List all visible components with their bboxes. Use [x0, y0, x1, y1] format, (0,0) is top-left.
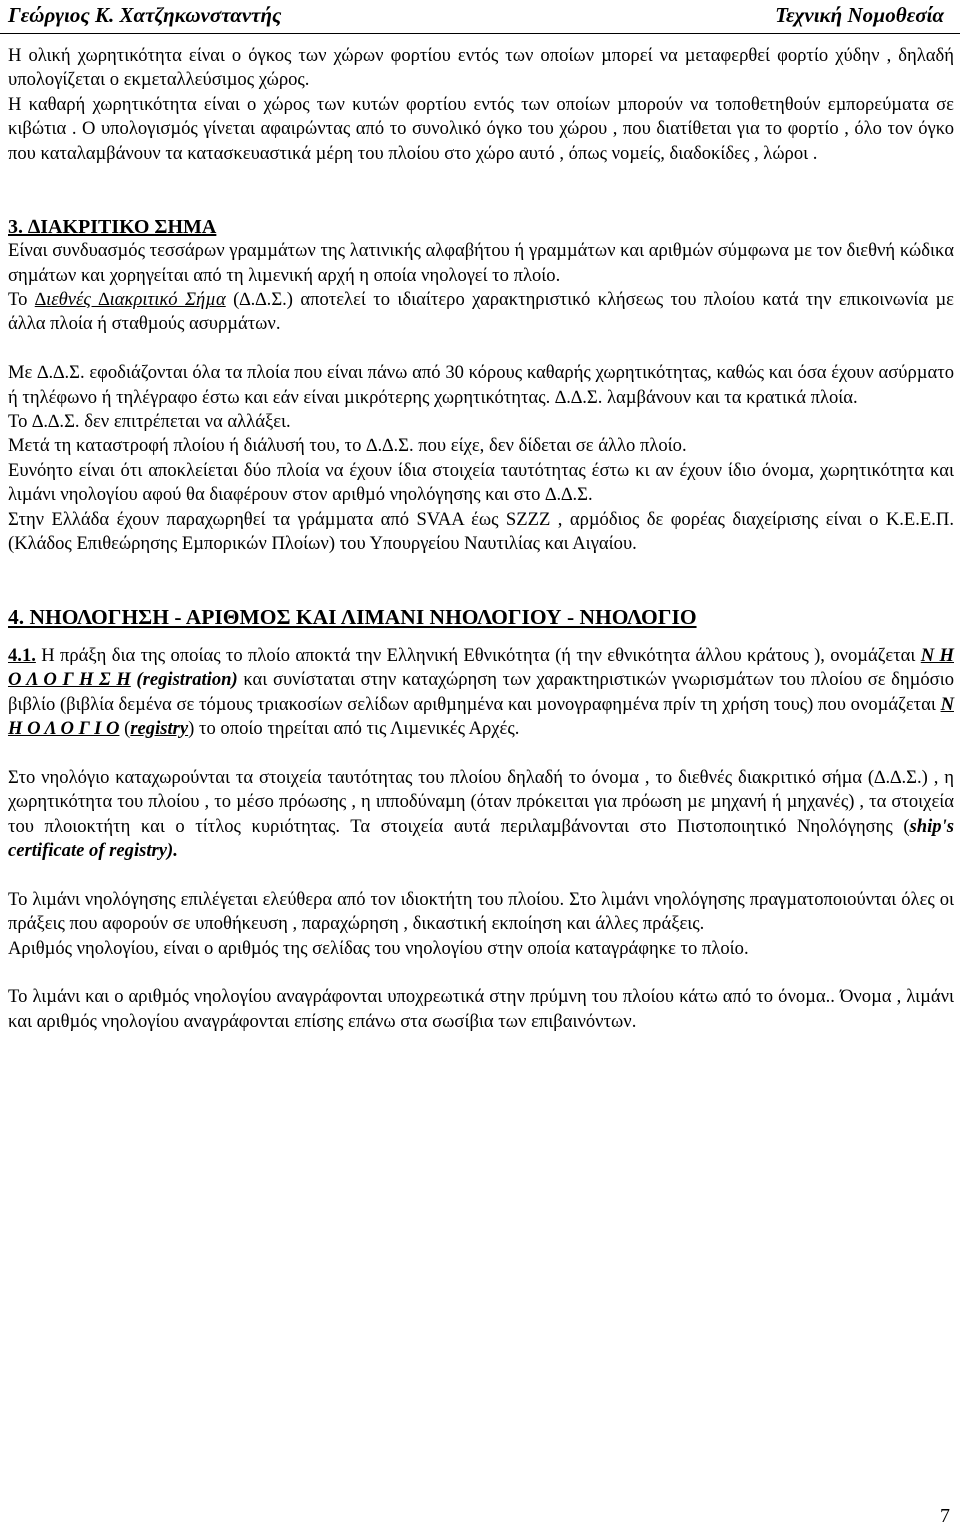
paragraph-call-sign-definition: Είναι συνδυασµός τεσσάρων γραµµάτων της λατινικής αλφαβήτου ή γραµµάτων και αριθµών σύµφωνα µε τον διεθνή κώδικα σηµάτων και χορηγείται από τη λιµενική αρχή η οποία νηολογεί το πλοίο.	[8, 240, 954, 286]
paragraph-international-call-sign: Το ∆ιεθνές ∆ιακριτικό Σήµα (∆.∆.Σ.) αποτελεί το ιδιαίτερο χαρακτηριστικό κλήσεως του πλοίου κατά την επικοινωνία µε άλλα πλοία ή σταθµούς ασυρµάτων.	[8, 289, 954, 335]
header-author: Γεώργιος Κ. Χατζηκωνσταντής	[8, 3, 282, 27]
section-3-heading: 3. ∆ΙΑΚΡΙΤΙΚΟ ΣΗΜΑ	[8, 215, 217, 238]
paragraph-call-sign-after-destruction: Μετά τη καταστροφή πλοίου ή διάλυσή του, το ∆.∆.Σ. που είχε, δεν δίδεται σε άλλο πλοίο.	[8, 435, 687, 457]
page-number: 7	[940, 1505, 950, 1527]
paragraph-registry-contents: Στο νηολόγιο καταχωρούνται τα στοιχεία ταυτότητας του πλοίου δηλαδή το όνοµα , το διεθνές διακριτικό σήµα (∆.∆.Σ.) , η χωρητικότητα του πλοίου , το µέσο πρόωσης , η ιπποδύναµη (όταν πρόκειται για πρόωση µε µηχανή ή µηχανές) , τα στοιχεία του πλοιοκτήτη και ο τίτλος κυριότητας. Τα στοιχεία αυτά περιλαµβάνονται στο Πιστοποιητικό Νηολόγησης (ship's certificate of registry).	[8, 766, 954, 861]
paragraph-call-sign-eligibility: Με ∆.∆.Σ. εφοδιάζονται όλα τα πλοία που είναι πάνω από 30 κόρους καθαρής χωρητικότητας, καθώς και όσα έχουν ασύρµατο ή τηλέφωνο ή τηλέγραφο έστω και εάν είναι µικρότερης χωρητικότητας. ∆.∆.Σ. λαµβάνουν και τα κρατικά πλοία.	[8, 362, 954, 408]
paragraph-total-capacity: Η ολική χωρητικότητα είναι ο όγκος των χώρων φορτίου εντός των οποίων µπορεί να µεταφερθεί φορτίο χύδην , δηλαδή υπολογίζεται ο εκµεταλλεύσιµος χώρος.	[8, 45, 954, 91]
paragraph-port-marking: Το λιµάνι και ο αριθµός νηολογίου αναγράφονται υποχρεωτικά στην πρύµνη του πλοίου κάτω από το όνοµα.. Όνοµα , λιµάνι και αριθµός νηολογίου αναγράφονται επίσης επάνω στα σωσίβια των επιβαινόντων.	[8, 986, 954, 1032]
paragraph-net-capacity: Η καθαρή χωρητικότητα είναι ο χώρος των κυτών φορτίου εντός των οποίων µπορούν να τοποθετηθούν εµπορεύµατα σε κιβώτια . Ο υπολογισµός γίνεται αφαιρώντας από το συνολικό όγκο του χώρου , που διατίθεται για το φορτίο , όλο τον όγκο που καταλαµβάνουν τα κατασκευαστικά µέρη του πλοίου στο χώρο αυτό , όπως νοµείς, διαδοκίδες , λώροι .	[8, 93, 954, 164]
document-body	[8, 44, 954, 1034]
paragraph-registry-number: Αριθµός νηολογίου, είναι ο αριθµός της σελίδας του νηολογίου στην οποία καταγράφηκε το πλοίο.	[8, 937, 749, 959]
paragraph-call-sign-unchangeable: Το ∆.∆.Σ. δεν επιτρέπεται να αλλάξει.	[8, 411, 291, 433]
term-international-call-sign: ∆ιεθνές ∆ιακριτικό Σήµα	[34, 289, 226, 311]
page-header	[0, 0, 960, 34]
paragraph-registration-port: Το λιµάνι νηολόγησης επιλέγεται ελεύθερα από τον ιδιοκτήτη του πλοίου. Στο λιµάνι νηολόγησης πραγµατοποιούνται όλες οι πράξεις που αφορούν σε υποθήκευση , παραχώρηση , δικαστική εκποίηση και άλλες πράξεις.	[8, 888, 954, 935]
subsection-number: 4.1.	[8, 644, 36, 666]
paragraph-greek-letters: Στην Ελλάδα έχουν παραχωρηθεί τα γράµµατα από SVAA έως SZZZ , αρµόδιος δε φορέας διαχείρισης είναι ο Κ.Ε.Ε.Π. (Κλάδος Επιθεώρησης Εµπορικών Πλοίων) του Υπουργείου Ναυτιλίας και Αιγαίου.	[8, 508, 954, 555]
header-subject: Τεχνική Νοµοθεσία	[775, 3, 944, 27]
section-4-heading: 4. ΝΗΟΛΟΓΗΣΗ - ΑΡΙΘΜΟΣ ΚΑΙ ΛΙΜΑΝΙ ΝΗΟΛΟΓΙΟΥ - ΝΗΟΛΟΓΙΟ	[8, 605, 697, 630]
paragraph-unique-identity: Ευνόητο είναι ότι αποκλείεται δύο πλοία να έχουν ίδια στοιχεία ταυτότητας έστω κι αν έχουν ίδιο όνοµα, χωρητικότητα και λιµάνι νηολογίου αφού θα διαφέρουν στον αριθµό νηολόγησης και στο ∆.∆.Σ.	[8, 459, 954, 506]
term-registry: Ν Η Ο Λ Ο Γ Ι Ο	[8, 693, 954, 739]
paragraph-registration-definition: 4.1. Η πράξη δια της οποίας το πλοίο αποκτά την Ελληνική Εθνικότητα (ή την εθνικότητα άλλου κράτους ), ονοµάζεται Ν Η Ο Λ Ο Γ Η Σ Η (registration) και συνίσταται στην καταχώρηση των χαρακτηριστικών γνωρισµάτων του πλοίου σε δηµόσιο βιβλίο (βιβλία δεµένα σε τόµους τριακοσίων σελίδων αριθµηµένα και µονογραφηµένα πρίν τη χρήση τους) που ονοµάζεται Ν Η Ο Λ Ο Γ Ι Ο (registry) το οποίο τηρείται από τις Λιµενικές Αρχές.	[8, 644, 954, 739]
term-registration: Ν Η Ο Λ Ο Γ Η Σ Η	[8, 644, 954, 691]
